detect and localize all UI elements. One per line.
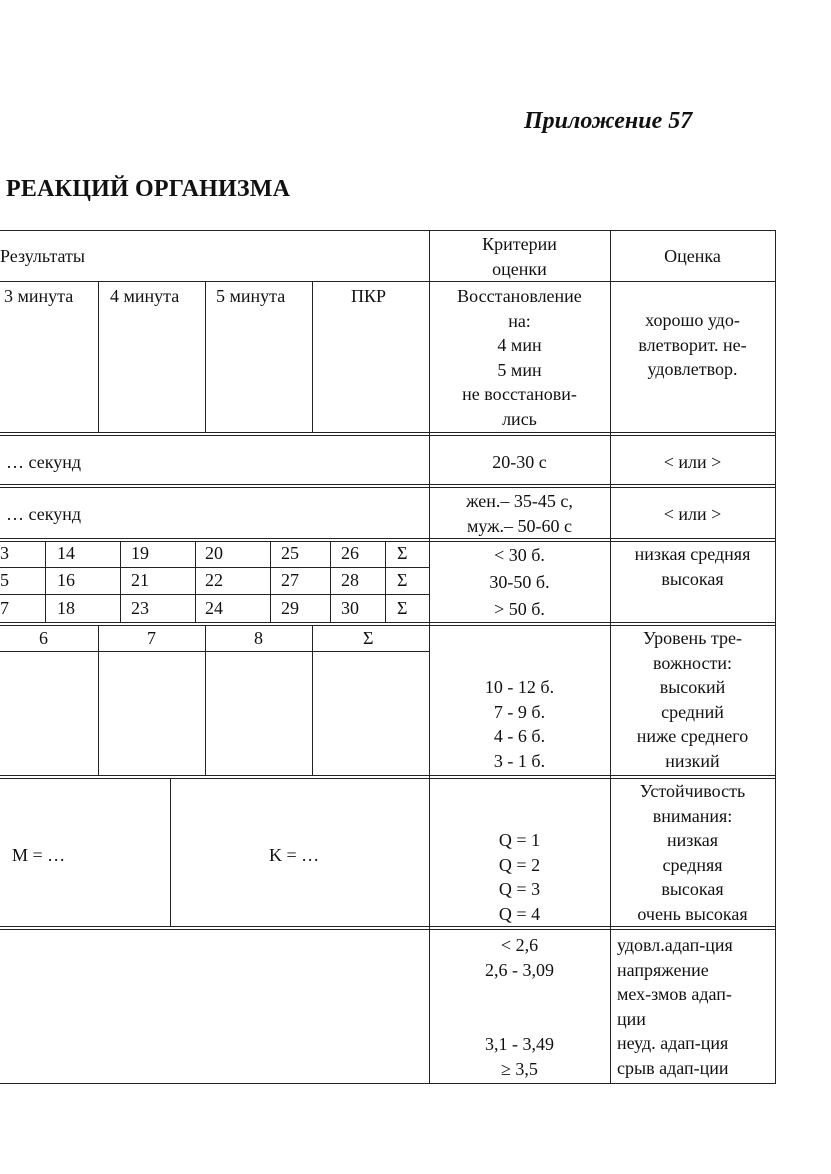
table-border-top xyxy=(0,230,775,231)
grid-column-border xyxy=(120,541,121,623)
column-border xyxy=(98,625,99,776)
grid-cell: 28 xyxy=(341,570,359,590)
grid-cell: 16 xyxy=(57,570,75,590)
row1-assessment: хорошо удо- влетворит. не- удовлетвор. xyxy=(638,310,747,379)
row-divider xyxy=(0,926,775,927)
row3-results: … секунд xyxy=(6,504,81,524)
grid-cell: 30 xyxy=(341,598,359,618)
row3-criteria: жен.– 35-45 с, муж.– 50-60 с xyxy=(466,491,573,536)
row-divider xyxy=(0,487,775,488)
row7-criteria-bottom: 3,1 - 3,49 ≥ 3,5 xyxy=(485,1034,554,1079)
grid-cell: 20 xyxy=(205,543,223,563)
grid-cell: 25 xyxy=(281,543,299,563)
grid-cell: 21 xyxy=(131,570,149,590)
grid-cell-sum: Σ xyxy=(397,570,408,590)
grid-column-border xyxy=(45,541,46,623)
grid-cell: 22 xyxy=(205,570,223,590)
row4-criteria: < 30 б. 30-50 б. > 50 б. xyxy=(489,545,550,619)
table-border-right xyxy=(775,230,776,1084)
row-divider xyxy=(0,538,775,539)
row5-col-8: 8 xyxy=(254,628,263,648)
column-border xyxy=(98,281,99,433)
grid-cell: 19 xyxy=(131,543,149,563)
row6-k-value: K = … xyxy=(269,845,320,865)
grid-cell: 7 xyxy=(0,598,9,618)
row5-col-6: 6 xyxy=(39,628,48,648)
row-divider xyxy=(0,435,775,436)
row2-results: … секунд xyxy=(6,452,81,472)
column-border xyxy=(205,281,206,433)
grid-cell: 5 xyxy=(0,570,9,590)
col-pkr: ПКР xyxy=(351,286,387,306)
row-divider xyxy=(0,484,775,485)
row3-assessment: < или > xyxy=(663,504,722,524)
header-criteria: Критерии оценки xyxy=(482,234,557,279)
row5-assessment: Уровень тре- вожности: высокий средний ниже среднего низкий xyxy=(636,628,749,771)
grid-column-border xyxy=(270,541,271,623)
page-title: РЕАКЦИЙ ОРГАНИЗМА xyxy=(6,176,291,202)
row5-col-7: 7 xyxy=(147,628,156,648)
row2-assessment: < или > xyxy=(663,452,722,472)
row5-col-sum: Σ xyxy=(363,628,374,648)
col-minute-3: 3 минута xyxy=(4,286,74,306)
table-border-bottom xyxy=(0,1083,775,1084)
header-assessment: Оценка xyxy=(664,246,721,266)
row-divider xyxy=(0,775,775,776)
column-border xyxy=(170,778,171,927)
grid-cell: 29 xyxy=(281,598,299,618)
grid-column-border xyxy=(195,541,196,623)
col-minute-4: 4 минута xyxy=(110,286,180,306)
row6-assessment: Устойчивость внимания: низкая средняя высокая очень высокая xyxy=(637,781,748,924)
row-divider xyxy=(0,929,775,930)
grid-cell: 18 xyxy=(57,598,75,618)
column-border xyxy=(312,281,313,433)
column-border xyxy=(205,625,206,776)
column-border xyxy=(312,625,313,776)
col-minute-5: 5 минута xyxy=(216,286,286,306)
grid-cell-sum: Σ xyxy=(397,543,408,563)
grid-cell: 14 xyxy=(57,543,75,563)
grid-column-border xyxy=(385,541,386,623)
row6-criteria: Q = 1 Q = 2 Q = 3 Q = 4 xyxy=(498,830,541,924)
grid-cell: 26 xyxy=(341,543,359,563)
row7-assessment: удовл.адап-ция напряжение мех-змов адап- ции неуд. адап-ция срыв адап-ции xyxy=(617,935,733,1078)
row6-m-value: M = … xyxy=(12,845,66,865)
header-results: Результаты xyxy=(0,246,85,266)
row7-criteria-top: < 2,6 2,6 - 3,09 xyxy=(485,935,554,980)
appendix-label: Приложение 57 xyxy=(524,108,693,134)
grid-cell: 3 xyxy=(0,543,9,563)
subheader-divider xyxy=(0,651,429,652)
row2-criteria: 20-30 с xyxy=(492,452,547,472)
grid-column-border xyxy=(330,541,331,623)
row-divider xyxy=(0,622,775,623)
grid-cell: 23 xyxy=(131,598,149,618)
row4-assessment: низкая средняя высокая xyxy=(634,544,751,589)
grid-cell: 27 xyxy=(281,570,299,590)
grid-row-divider xyxy=(0,594,429,595)
row1-criteria: Восстановление на: 4 мин 5 мин не восстанови- лись xyxy=(457,286,582,429)
row5-criteria: 10 - 12 б. 7 - 9 б. 4 - 6 б. 3 - 1 б. xyxy=(484,677,555,771)
grid-cell: 24 xyxy=(205,598,223,618)
row-divider xyxy=(0,432,775,433)
row-divider xyxy=(0,281,775,282)
grid-cell-sum: Σ xyxy=(397,598,408,618)
